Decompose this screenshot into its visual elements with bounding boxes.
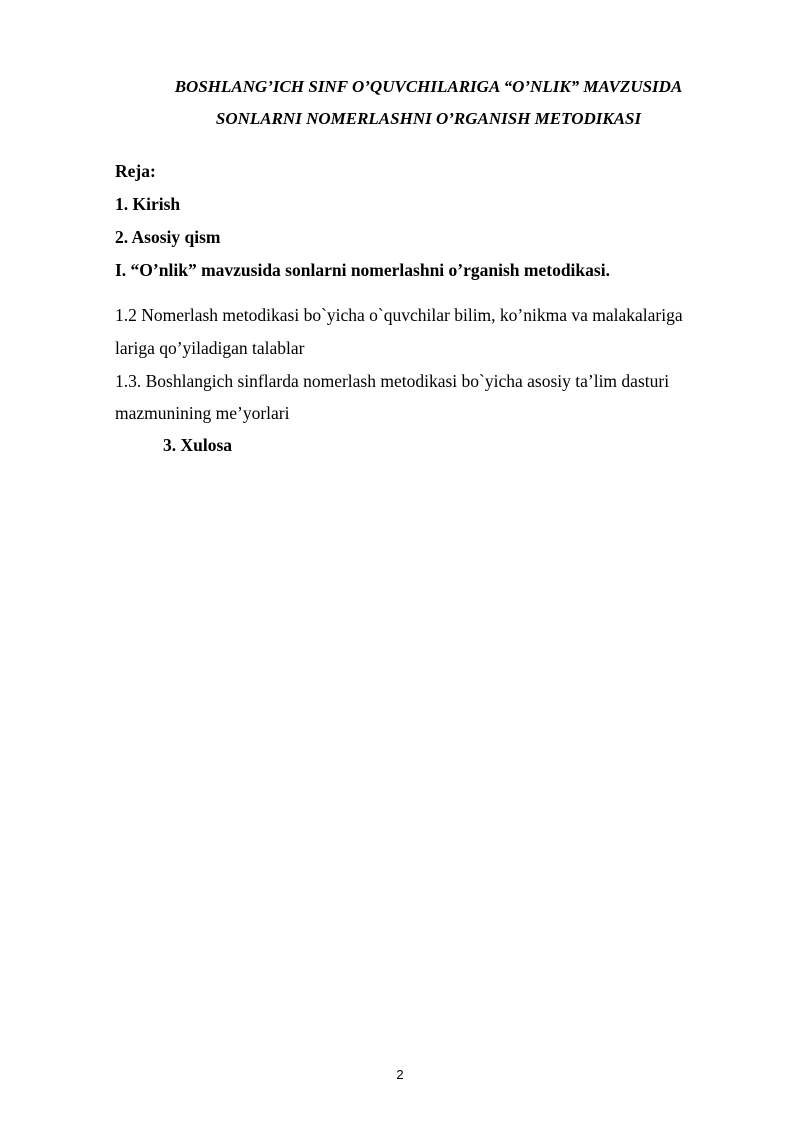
subitem-1-line-2: lariga qo’yiladigan talablar <box>115 338 305 358</box>
plan-item-main-part: 2. Asosiy qism <box>115 227 221 247</box>
page-number: 2 <box>396 1067 404 1082</box>
subitem-1-line-1: 1.2 Nomerlash metodikasi bo`yicha o`quvchilar bilim, ko’nikma va malakalariga <box>115 305 683 325</box>
plan-item-conclusion: 3. Xulosa <box>163 435 233 455</box>
section-heading: I. “O’nlik” mavzusida sonlarni nomerlashni o’rganish metodikasi. <box>115 260 610 280</box>
subitem-2-line-1: 1.3. Boshlangich sinflarda nomerlash metodikasi bo`yicha asosiy ta’lim dasturi <box>115 371 670 391</box>
document-title-line-2: SONLARNI NOMERLASHNI O’RGANISH METODIKASI <box>215 109 642 128</box>
plan-item-introduction: 1. Kirish <box>115 194 181 214</box>
plan-heading: Reja: <box>115 161 156 181</box>
subitem-2-line-2: mazmunining me’yorlari <box>115 403 290 423</box>
document-title-line-1: BOSHLANG’ICH SINF O’QUVCHILARIGA “O’NLIK” MAVZUSIDA <box>174 77 683 96</box>
